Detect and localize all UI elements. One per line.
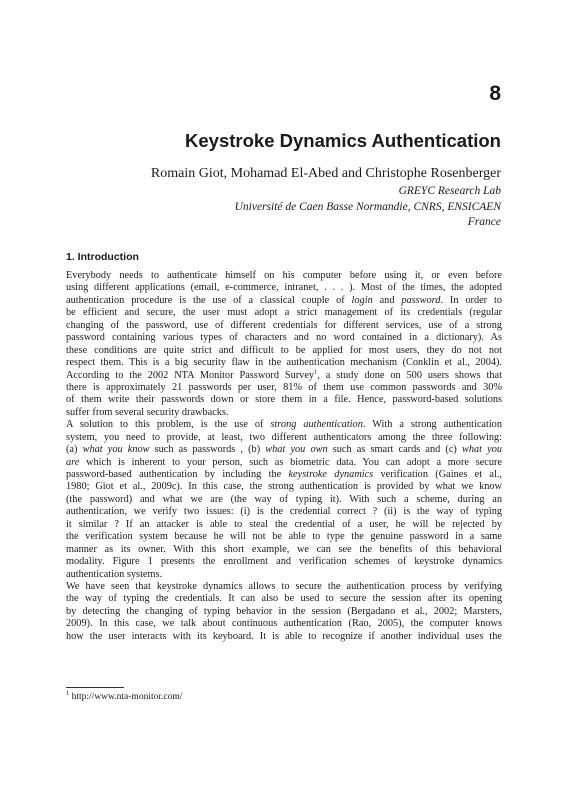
text-span: and — [372, 294, 402, 306]
chapter-title: Keystroke Dynamics Authentication — [185, 130, 501, 151]
text-line — [66, 631, 502, 643]
text-span: (a) — [66, 444, 83, 456]
text-line — [66, 370, 502, 382]
text-line — [66, 419, 502, 431]
text-span: by detecting the changing of typing behavior in the session (Bergadano et al., 2002; Marsters, — [66, 605, 502, 617]
text-span: password-based authentication by including the — [66, 469, 289, 480]
text-span: , a study done on 500 users shows that — [317, 369, 502, 381]
text-span: such as passwords , (b) — [149, 444, 266, 456]
text-span: be efficient and secure, the user must adopt a strict management of its credentials (regular — [66, 307, 502, 319]
text-line — [66, 432, 502, 444]
text-line — [66, 307, 502, 319]
text-span: how the user interacts with its keyboard. It is able to recognize if another individual uses the — [66, 630, 502, 642]
author-list: Romain Giot, Mohamad El-Abed and Christophe Rosenberger — [150, 166, 501, 181]
text-span: using different applications (email, e-commerce, intranet, . . . ). Most of the times, the adopted — [66, 282, 502, 294]
text-line — [66, 544, 502, 556]
text-line — [66, 581, 502, 593]
affiliation-country: France — [467, 216, 501, 228]
emphasis-text: strong authentication — [270, 419, 363, 431]
section-heading: 1. Introduction — [66, 251, 139, 263]
text-line — [66, 332, 502, 344]
text-line — [66, 394, 502, 406]
text-line — [66, 593, 502, 605]
emphasis-text: login — [351, 294, 373, 306]
emphasis-text: what you — [461, 444, 503, 456]
text-line — [66, 357, 502, 369]
text-line — [66, 407, 502, 419]
text-span: (the password) and what we are (the way of typing it). With such a scheme, during an — [66, 493, 502, 505]
text-line — [66, 295, 502, 307]
text-line — [66, 320, 502, 332]
text-span: these conditions are quite strict and difficult to be applied for most users, they do not not — [66, 344, 502, 356]
text-line — [66, 457, 502, 469]
text-line — [66, 618, 502, 630]
text-line — [66, 494, 502, 506]
text-line — [66, 382, 502, 394]
text-line — [66, 506, 502, 518]
footnote-marker: 1 — [314, 368, 318, 376]
text-span: verification (Gaines et al., — [373, 469, 502, 480]
text-span: 2009). In this case, we talk about continuous authentication (Rao, 2005), the computer knows — [66, 618, 502, 630]
text-line — [66, 606, 502, 618]
text-span: which is inherent to your person, such as biometric data. You can adopt a more secure — [79, 456, 502, 468]
text-span: the verification system because he will not be able to type the genuine password in a same — [66, 531, 502, 543]
text-span: Everybody needs to authenticate himself on his computer before using it, or even before — [66, 270, 502, 281]
text-span: such as smart cards and (c) — [327, 444, 462, 456]
text-span: authentication, we verify two issues: (i) is the credential correct ? (ii) is the way of typing — [66, 506, 502, 518]
text-span: changing of the password, use of different credentials for different services, use of a strong — [66, 319, 502, 331]
text-span: manner as its owner. With this short example, we can see the benefits of this behavioral — [66, 543, 502, 555]
emphasis-text: what you own — [265, 444, 328, 456]
text-line — [66, 569, 502, 581]
affiliation-university: Université de Caen Basse Normandie, CNRS, ENSICAEN — [234, 201, 501, 213]
text-line — [66, 469, 502, 481]
text-span: 1980; Giot et al., 2009c). In this case, the strong authentication is provided by what we know — [66, 481, 502, 493]
text-span: authentication procedure is the use of a classical couple of — [66, 294, 352, 306]
text-line — [66, 531, 502, 543]
emphasis-text: are — [66, 456, 80, 468]
text-span: it similar ? If an attacker is able to steal the credential of a user, he will be rejected by — [66, 518, 502, 530]
text-line — [66, 270, 502, 282]
text-span: authentication systems. — [66, 568, 163, 580]
text-line — [66, 556, 502, 568]
text-span: modality. Figure 1 presents the enrollment and verification schemes of keystroke dynamics — [66, 556, 502, 568]
text-span: . In order to — [440, 294, 503, 306]
text-line — [66, 345, 502, 357]
affiliation-lab: GREYC Research Lab — [398, 185, 501, 197]
emphasis-text: what you know — [82, 444, 150, 456]
text-span: We have seen that keystroke dynamics allows to secure the authentication process by verifying — [66, 580, 502, 592]
text-span: there is approximately 21 passwords per user, 81% of them use common passwords and 30% — [66, 381, 502, 393]
text-span: . With a strong authentication — [362, 419, 502, 431]
text-span: According to the 2002 NTA Monitor Password Survey — [66, 369, 315, 381]
text-span: respect them. This is a big security flaw in the authentication mechanism (Conklin et al., 2004). — [66, 357, 502, 369]
body-text — [66, 270, 502, 643]
emphasis-text: password — [401, 294, 441, 306]
text-span: the way of typing the credentials. It can also be used to secure the session after its opening — [66, 593, 502, 605]
text-line — [66, 481, 502, 493]
text-line — [66, 282, 502, 294]
text-span: A solution to this problem, is the use of — [66, 419, 271, 431]
text-line — [66, 444, 502, 456]
text-span: of them write their passwords down or store them in a file. Hence, password-based solutions — [66, 394, 502, 406]
emphasis-text: keystroke dynamics — [288, 469, 374, 480]
text-span: password containing various types of characters and no word contained in a dictionary). As — [66, 332, 502, 344]
footnote — [66, 689, 183, 702]
text-span: system, you need to provide, at least, two different authenticators among the three following: — [66, 431, 502, 443]
footnote-url: http://www.nta-monitor.com/ — [71, 692, 183, 702]
text-line — [66, 519, 502, 531]
footnote-number: 1 — [66, 689, 70, 697]
footnote-divider — [66, 687, 124, 688]
text-span: suffer from several security drawbacks. — [66, 406, 229, 418]
chapter-number: 8 — [489, 82, 501, 105]
